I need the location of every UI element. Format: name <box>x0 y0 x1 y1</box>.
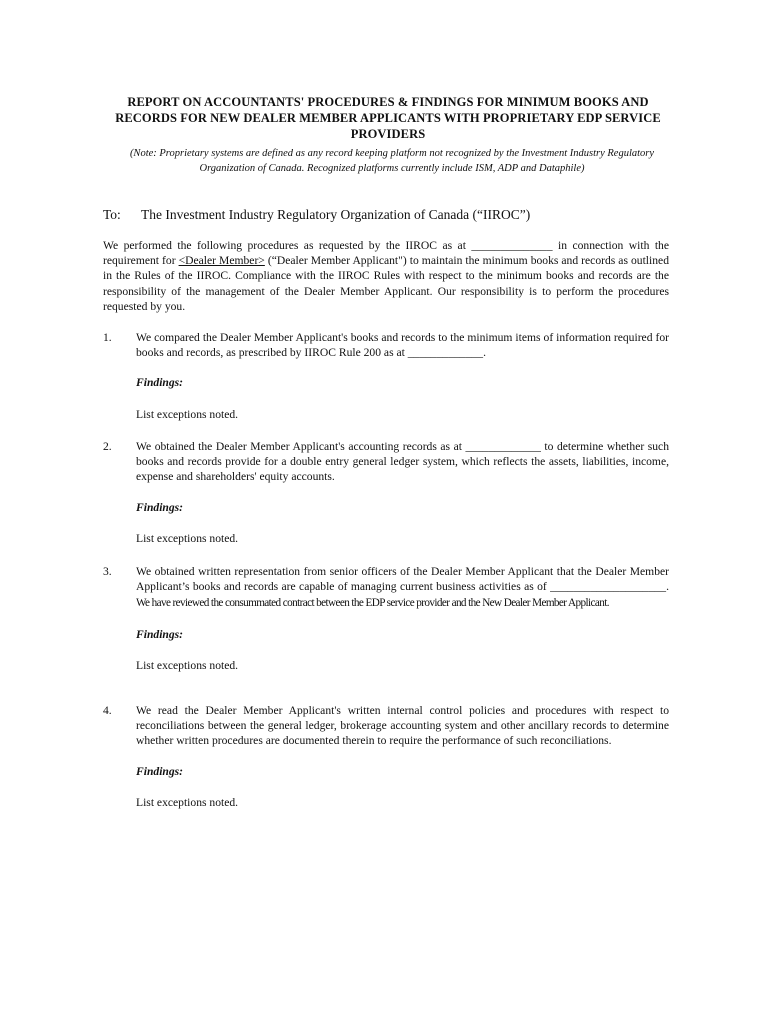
procedure-item-4 <box>103 703 669 810</box>
findings-label: Findings: <box>136 627 184 641</box>
exceptions-text: List exceptions noted. <box>136 795 239 809</box>
procedure-item-2 <box>103 439 669 546</box>
dealer-member-placeholder: <Dealer Member> <box>178 254 265 268</box>
findings-label: Findings: <box>136 500 184 514</box>
item-text: We obtained the Dealer Member Applicant's accounting records as at _____________ to determine whether such books and records provide for a double entry general ledger system, which reflects the assets, liabilities, income, expense and shareholders' equity accounts. <box>136 440 669 484</box>
exceptions-text: List exceptions noted. <box>136 658 239 672</box>
addressee-line <box>103 206 530 224</box>
exceptions-text: List exceptions noted. <box>136 407 239 421</box>
addressee-name: The Investment Industry Regulatory Organization of Canada (“IIROC”) <box>141 207 531 222</box>
item-text <box>136 564 669 612</box>
findings-label: Findings: <box>136 376 184 390</box>
procedure-item-3 <box>103 564 669 673</box>
findings-label: Findings: <box>136 764 184 778</box>
item-number: 2. <box>103 440 112 453</box>
to-label: To: <box>103 207 121 222</box>
item-number: 3. <box>103 565 112 578</box>
exceptions-text: List exceptions noted. <box>136 531 239 545</box>
item-number: 1. <box>103 331 112 344</box>
report-title: REPORT ON ACCOUNTANTS' PROCEDURES & FINDINGS FOR MINIMUM BOOKS AND RECORDS FOR NEW DEALER MEMBER APPLICANTS WITH PROPRIETARY EDP SERVICE PROVIDERS <box>115 95 661 141</box>
item-number: 4. <box>103 704 112 717</box>
intro-paragraph <box>103 238 669 314</box>
item-text-main: We obtained written representation from senior officers of the Dealer Member Applicant that the Dealer Member Applicant’s books and records are capable of managing current business activities as of ____________________. <box>136 565 669 594</box>
proprietary-systems-note: (Note: Proprietary systems are defined as any record keeping platform not recognized by the Investment Industry Regulatory Organization of Canada. Recognized platforms currently include ISM, ADP and Dataphile) <box>129 148 655 174</box>
item-text: We read the Dealer Member Applicant's written internal control policies and procedures with respect to reconciliations between the general ledger, brokerage accounting system and other ancillary records to determine whether written procedures are documented therein to require the performance of such reconciliations. <box>136 704 669 748</box>
intro-text-part2: (“Dealer Member Applicant") to maintain the minimum books and records as outlined in the Rules of the IIROC. Compliance with the IIROC Rules with respect to the minimum books and records are the responsibility of the management of the Dealer Member Applicant. Our responsibility is to perform the procedures requested by you. <box>103 254 669 313</box>
procedure-item-1 <box>103 330 669 422</box>
item-text: We compared the Dealer Member Applicant's books and records to the minimum items of information required for books and records, as prescribed by IIROC Rule 200 as at _____________. <box>136 331 669 360</box>
intro-text-part1: We performed the following procedures as requested by the IIROC as at ______________ in connection with the requirement for <box>103 239 669 268</box>
item-text-condensed: We have reviewed the consummated contract between the EDP service provider and the New Dealer Member Applicant. <box>136 597 609 610</box>
